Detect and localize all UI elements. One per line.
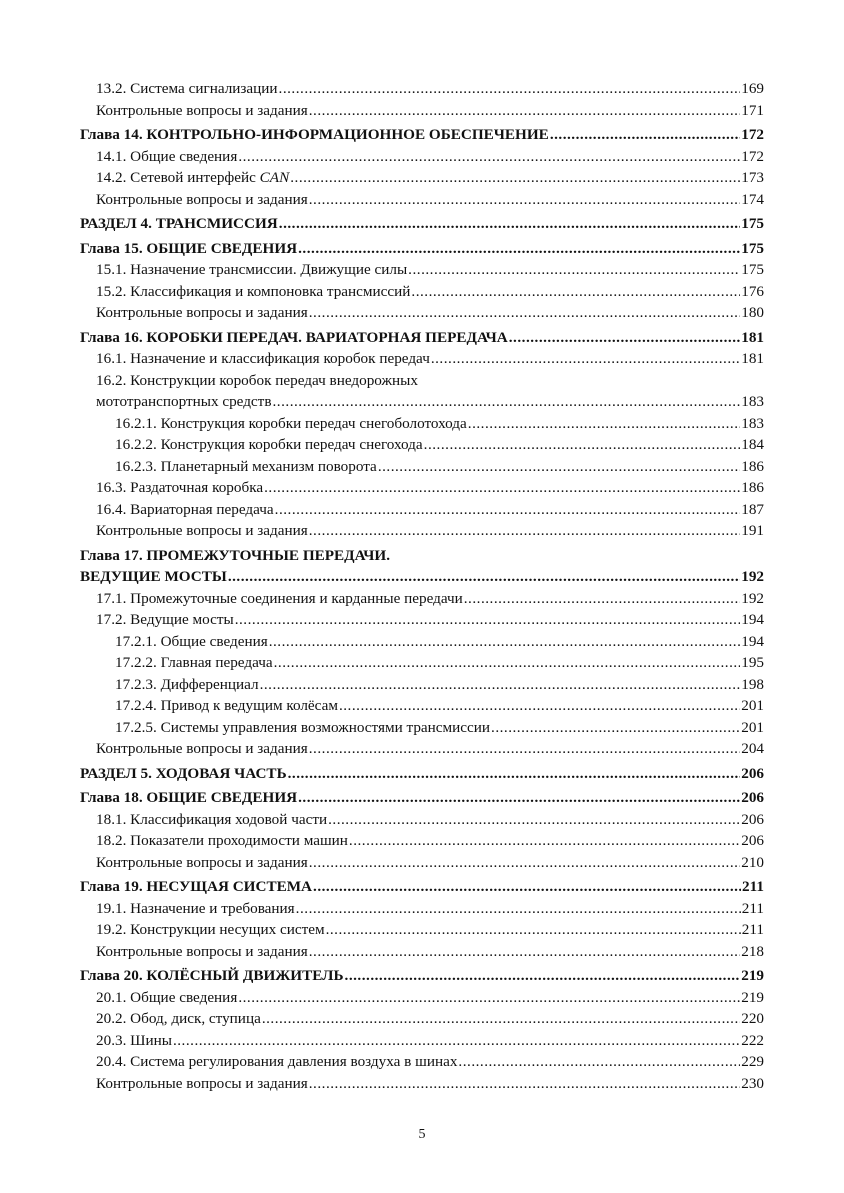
toc-entry [80,348,764,370]
toc-entry-page: 194 [741,632,764,650]
toc-entry [80,189,764,211]
toc-entry-leader-dots [273,391,741,413]
toc-entry-leader-dots [279,78,741,100]
toc-entry-leader-dots [458,1051,740,1073]
toc-entry-leader-dots [309,520,740,542]
toc-entry-title: 17.2.2. Главная передача [115,654,273,671]
toc-entry [80,631,764,653]
toc-entry [80,763,764,785]
toc-entry-page: 219 [741,967,764,984]
toc-entry-leader-dots [309,941,740,963]
toc-entry-page: 206 [741,832,764,849]
toc-entry-page: 184 [741,436,764,453]
toc-entry [80,327,764,349]
toc-entry-title: Контрольные вопросы и задания [96,101,308,119]
toc-entry-leader-dots [431,348,740,370]
toc-entry [80,674,764,696]
toc-entry-leader-dots [298,787,740,809]
toc-entry-leader-dots [275,499,741,521]
toc-entry-page: 183 [741,414,764,432]
toc-entry [80,941,764,963]
toc-entry [80,695,764,717]
toc-entry-leader-dots [274,652,741,674]
toc-entry [80,717,764,739]
toc-entry-page: 211 [742,878,764,895]
toc-entry-title: 17.2. Ведущие мосты [96,611,234,628]
toc-entry-leader-dots [509,327,740,349]
toc-entry [80,609,764,631]
toc-entry-leader-dots [296,898,741,920]
toc-entry-title: Контрольные вопросы и задания [96,304,308,321]
toc-entry-title: Контрольные вопросы и задания [96,190,308,208]
toc-entry-page: 222 [741,1031,764,1049]
toc-entry-title: 17.2.5. Системы управления возможностями трансмиссии [115,718,491,736]
toc-entry [80,738,764,760]
toc-entry-leader-dots [298,238,740,260]
toc-entry-leader-dots [235,609,741,631]
toc-entry-leader-dots [339,695,740,717]
toc-entry-page: 230 [741,1074,764,1092]
toc-entry-title: 15.2. Классификация и компоновка трансмиссий [96,282,411,300]
toc-entry-page: 172 [741,147,764,165]
toc-entry-leader-dots [228,566,740,588]
toc-entry [80,809,764,831]
toc-entry-leader-dots [262,1008,740,1030]
toc-entry-leader-dots [349,830,740,852]
toc-entry-leader-dots [238,146,740,168]
toc-entry-page: 229 [741,1053,764,1070]
toc-entry [80,413,764,435]
toc-entry-title: 13.2. Система сигнализации [96,80,278,97]
toc-entry-page: 192 [741,568,764,585]
toc-entry-title: Контрольные вопросы и задания [96,853,308,871]
toc-entry-title: Глава 14. КОНТРОЛЬНО-ИНФОРМАЦИОННОЕ ОБЕСПЕЧЕНИЕ [80,126,549,143]
toc-entry [80,477,764,499]
toc-entry-title: Глава 19. НЕСУЩАЯ СИСТЕМА [80,878,313,895]
toc-entry [80,987,764,1009]
toc-entry-page: 195 [741,654,764,671]
toc-entry-page: 171 [741,101,764,119]
toc-entry-title: 17.2.4. Привод к ведущим колёсам [115,697,338,714]
page-number: 5 [418,1127,426,1142]
toc-entry [80,1030,764,1052]
toc-entry [80,146,764,168]
toc-entry-title: Контрольные вопросы и задания [96,522,308,539]
toc-entry-page: 183 [741,393,764,410]
toc-entry [80,1008,764,1030]
toc-entry-page: 210 [741,853,764,871]
toc-entry-page: 187 [741,500,764,518]
toc-entry-page: 173 [741,169,764,186]
toc-entry [80,434,764,456]
toc-entry [80,370,764,413]
toc-entry-leader-dots [309,738,740,760]
toc-entry [80,965,764,987]
toc-entry-title: 16.1. Назначение и классификация коробок передач [96,350,430,367]
toc-entry-title: 20.2. Обод, диск, ступица [96,1010,261,1027]
toc-entry-page: 204 [741,740,764,757]
toc-entry-leader-dots [309,189,740,211]
toc-entry-leader-dots [328,809,740,831]
toc-entry-page: 194 [741,611,764,628]
toc-entry-title-line1: Глава 17. ПРОМЕЖУТОЧНЫЕ ПЕРЕДАЧИ. [80,546,391,564]
toc-entry-page: 175 [741,239,764,257]
toc-entry-title: Контрольные вопросы и задания [96,942,308,960]
toc-entry-page: 206 [741,789,764,806]
toc-entry-leader-dots [238,987,740,1009]
toc-entry [80,124,764,146]
toc-entry-title: 14.2. Сетевой интерфейс CAN [96,169,290,186]
toc-entry-title: 17.2.1. Общие сведения [115,632,268,650]
toc-entry [80,787,764,809]
toc-entry-title: РАЗДЕЛ 4. ТРАНСМИССИЯ [80,215,278,232]
toc-entry-title: Глава 15. ОБЩИЕ СВЕДЕНИЯ [80,239,298,257]
toc-entry-leader-dots [309,852,740,874]
toc-entry-leader-dots [464,588,740,610]
toc-entry [80,919,764,941]
toc-entry-title: Глава 20. КОЛЁСНЫЙ ДВИЖИТЕЛЬ [80,967,344,984]
toc-entry [80,499,764,521]
toc-entry [80,281,764,303]
toc-entry-page: 218 [741,942,764,960]
toc-entry-leader-dots [288,763,741,785]
toc-entry-title: 16.2.1. Конструкция коробки передач снегоболотохода [115,414,467,432]
toc-entry-page: 198 [741,675,764,693]
toc-entry [80,1051,764,1073]
toc-entry-page: 201 [741,697,764,714]
toc-entry-title: 19.2. Конструкции несущих систем [96,921,325,938]
toc-entry-page: 211 [741,921,764,938]
toc-entry-page: 191 [741,522,764,539]
toc-entry [80,876,764,898]
toc-entry-title-line1: 16.2. Конструкции коробок передач внедорожных [96,371,418,389]
toc-entry-title: 20.4. Система регулирования давления воздуха в шинах [96,1053,458,1070]
toc-entry [80,167,764,189]
toc-entry-leader-dots [378,456,740,478]
toc-entry [80,520,764,542]
toc-entry-title: Контрольные вопросы и задания [96,1074,308,1092]
toc-entry [80,898,764,920]
toc-entry-page: 180 [741,304,764,321]
toc-entry-leader-dots [313,876,741,898]
toc-entry-leader-dots [309,1073,740,1095]
toc-entry-title: 17.1. Промежуточные соединения и карданные передачи [96,589,463,607]
toc-entry-title: 16.2.2. Конструкция коробки передач снегохода [115,436,423,453]
toc-entry-leader-dots [411,281,740,303]
toc-entry-page: 174 [741,190,764,208]
toc-entry-title: РАЗДЕЛ 5. ХОДОВАЯ ЧАСТЬ [80,764,287,782]
toc-entry-leader-dots [491,717,740,739]
toc-entry-title: 15.1. Назначение трансмиссии. Движущие силы [96,261,408,278]
toc-entry-page: 186 [741,479,764,496]
toc-entry [80,1073,764,1095]
toc-entry-title: 20.1. Общие сведения [96,988,238,1006]
toc-entry-title: 16.3. Раздаточная коробка [96,479,264,496]
toc-entry-page: 175 [741,261,764,278]
toc-entry-title: 20.3. Шины [96,1031,172,1049]
toc-entry-page: 201 [741,718,764,736]
toc-entry-title: 19.1. Назначение и требования [96,899,295,917]
toc-entry [80,545,764,588]
toc-entry-page: 206 [741,810,764,828]
toc-entry-title-italic: CAN [259,169,290,186]
toc-entry-title: 16.2.3. Планетарный механизм поворота [115,457,377,475]
toc-entry-page: 211 [741,899,764,917]
toc-entry-title: мототранспортных средств [96,393,272,410]
toc-entry-title: Глава 16. КОРОБКИ ПЕРЕДАЧ. ВАРИАТОРНАЯ ПЕРЕДАЧА [80,328,508,346]
toc-entry-leader-dots [269,631,741,653]
toc-entry [80,456,764,478]
toc-entry-page: 186 [741,457,764,475]
toc-entry-title: Контрольные вопросы и задания [96,740,308,757]
toc-entry-leader-dots [279,213,740,235]
toc-entry-leader-dots [424,434,741,456]
table-of-contents [80,78,764,1094]
toc-entry-title: 16.4. Вариаторная передача [96,500,274,518]
toc-entry [80,238,764,260]
toc-entry [80,213,764,235]
toc-entry-leader-dots [309,100,740,122]
toc-entry [80,259,764,281]
toc-entry-title: Глава 18. ОБЩИЕ СВЕДЕНИЯ [80,789,298,806]
toc-entry-page: 220 [741,1010,764,1027]
toc-entry [80,78,764,100]
toc-entry-leader-dots [264,477,740,499]
toc-entry-leader-dots [173,1030,740,1052]
toc-entry-page: 181 [741,328,764,346]
toc-entry-page: 219 [741,988,764,1006]
toc-entry-leader-dots [468,413,740,435]
toc-entry-title: ВЕДУЩИЕ МОСТЫ [80,568,227,585]
toc-entry-title: 14.1. Общие сведения [96,147,238,165]
toc-entry-title: 17.2.3. Дифференциал [115,675,259,693]
toc-entry-leader-dots [345,965,741,987]
toc-entry-leader-dots [309,302,740,324]
toc-entry-page: 206 [741,764,764,782]
toc-entry-page: 176 [741,282,764,300]
toc-entry-page: 169 [741,80,764,97]
toc-entry [80,100,764,122]
toc-entry-title: 18.1. Классификация ходовой части [96,810,328,828]
toc-entry-leader-dots [290,167,740,189]
toc-entry-leader-dots [408,259,740,281]
toc-entry-page: 175 [741,215,764,232]
toc-entry-leader-dots [326,919,741,941]
toc-entry-leader-dots [260,674,741,696]
toc-entry [80,302,764,324]
toc-entry [80,852,764,874]
toc-entry-leader-dots [550,124,740,146]
toc-entry-title: 18.2. Показатели проходимости машин [96,832,348,849]
toc-entry-page: 172 [741,126,764,143]
toc-entry [80,830,764,852]
toc-entry-page: 192 [741,589,764,607]
toc-entry-page: 181 [741,350,764,367]
toc-entry [80,588,764,610]
toc-entry [80,652,764,674]
